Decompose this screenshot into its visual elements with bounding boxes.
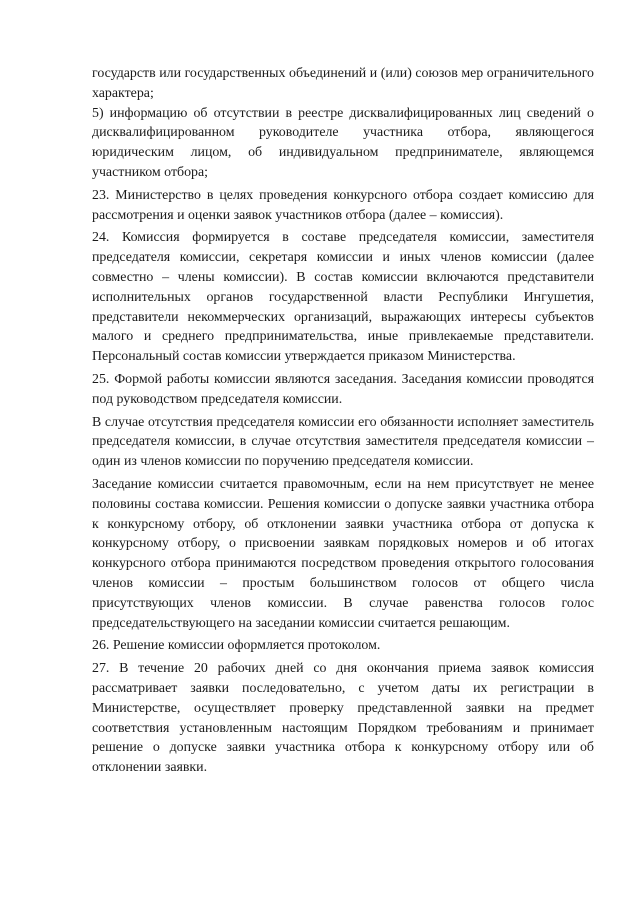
paragraph-sanctions-tail: государств или государственных объединений и (или) союзов мер ограничительного характера; (92, 66, 594, 101)
paragraph-25-quorum: Заседание комиссии считается правомочным, если на нем присутствует не менее половины состава комиссии. Решения комиссии о допуске заявки участника отбора к конкурсному отбору, об отклонении заявки участника отбора от допуска к конкурсному отбору, о присвоении заявкам порядковых номеров и об итогах конкурсного отбора принимаются посредством проведения открытого голосования членов комиссии – простым большинством голосов от общего числа присутствующих членов комиссии. В случае равенства голосов голос председательствующего на заседании комиссии считается решающим. (92, 476, 594, 631)
paragraph-item-5: 5) информацию об отсутствии в реестре дисквалифицированных лиц сведений о дисквалифицированном руководителе участника отбора, являющегося юридическим лицом, об индивидуальном предпринимателе, являющемся участником отбора; (92, 105, 594, 180)
paragraph-23: 23. Министерство в целях проведения конкурсного отбора создает комиссию для рассмотрения и оценки заявок участников отбора (далее – комиссия). (92, 187, 594, 223)
paragraph-27: 27. В течение 20 рабочих дней со дня окончания приема заявок комиссия рассматривает заявки последовательно, с учетом даты их регистрации в Министерстве, осуществляет проверку представленной заявки на предмет соответствия установленным настоящим Порядком требованиям и принимает решение о допуске заявки участника отбора к конкурсному отбору или об отклонении заявки. (92, 661, 594, 776)
paragraph-25-absence: В случае отсутствия председателя комиссии его обязанности исполняет заместитель председателя комиссии, в случае отсутствия заместителя председателя комиссии – один из членов комиссии по поручению председателя комиссии. (92, 414, 594, 470)
paragraph-25: 25. Формой работы комиссии являются заседания. Заседания комиссии проводятся под руководством председателя комиссии. (92, 371, 594, 407)
paragraph-26: 26. Решение комиссии оформляется протоколом. (92, 638, 381, 654)
document-page (92, 64, 594, 778)
paragraph-24: 24. Комиссия формируется в составе председателя комиссии, заместителя председателя комиссии, секретаря комиссии и иных членов комиссии (далее совместно – члены комиссии). В состав комиссии включаются представители исполнительных органов государственной власти Республики Ингушетия, представители некоммерческих организаций, выражающих интересы субъектов малого и среднего предпринимательства, иные привлекаемые представители. Персональный состав комиссии утверждается приказом Министерства. (92, 230, 594, 365)
